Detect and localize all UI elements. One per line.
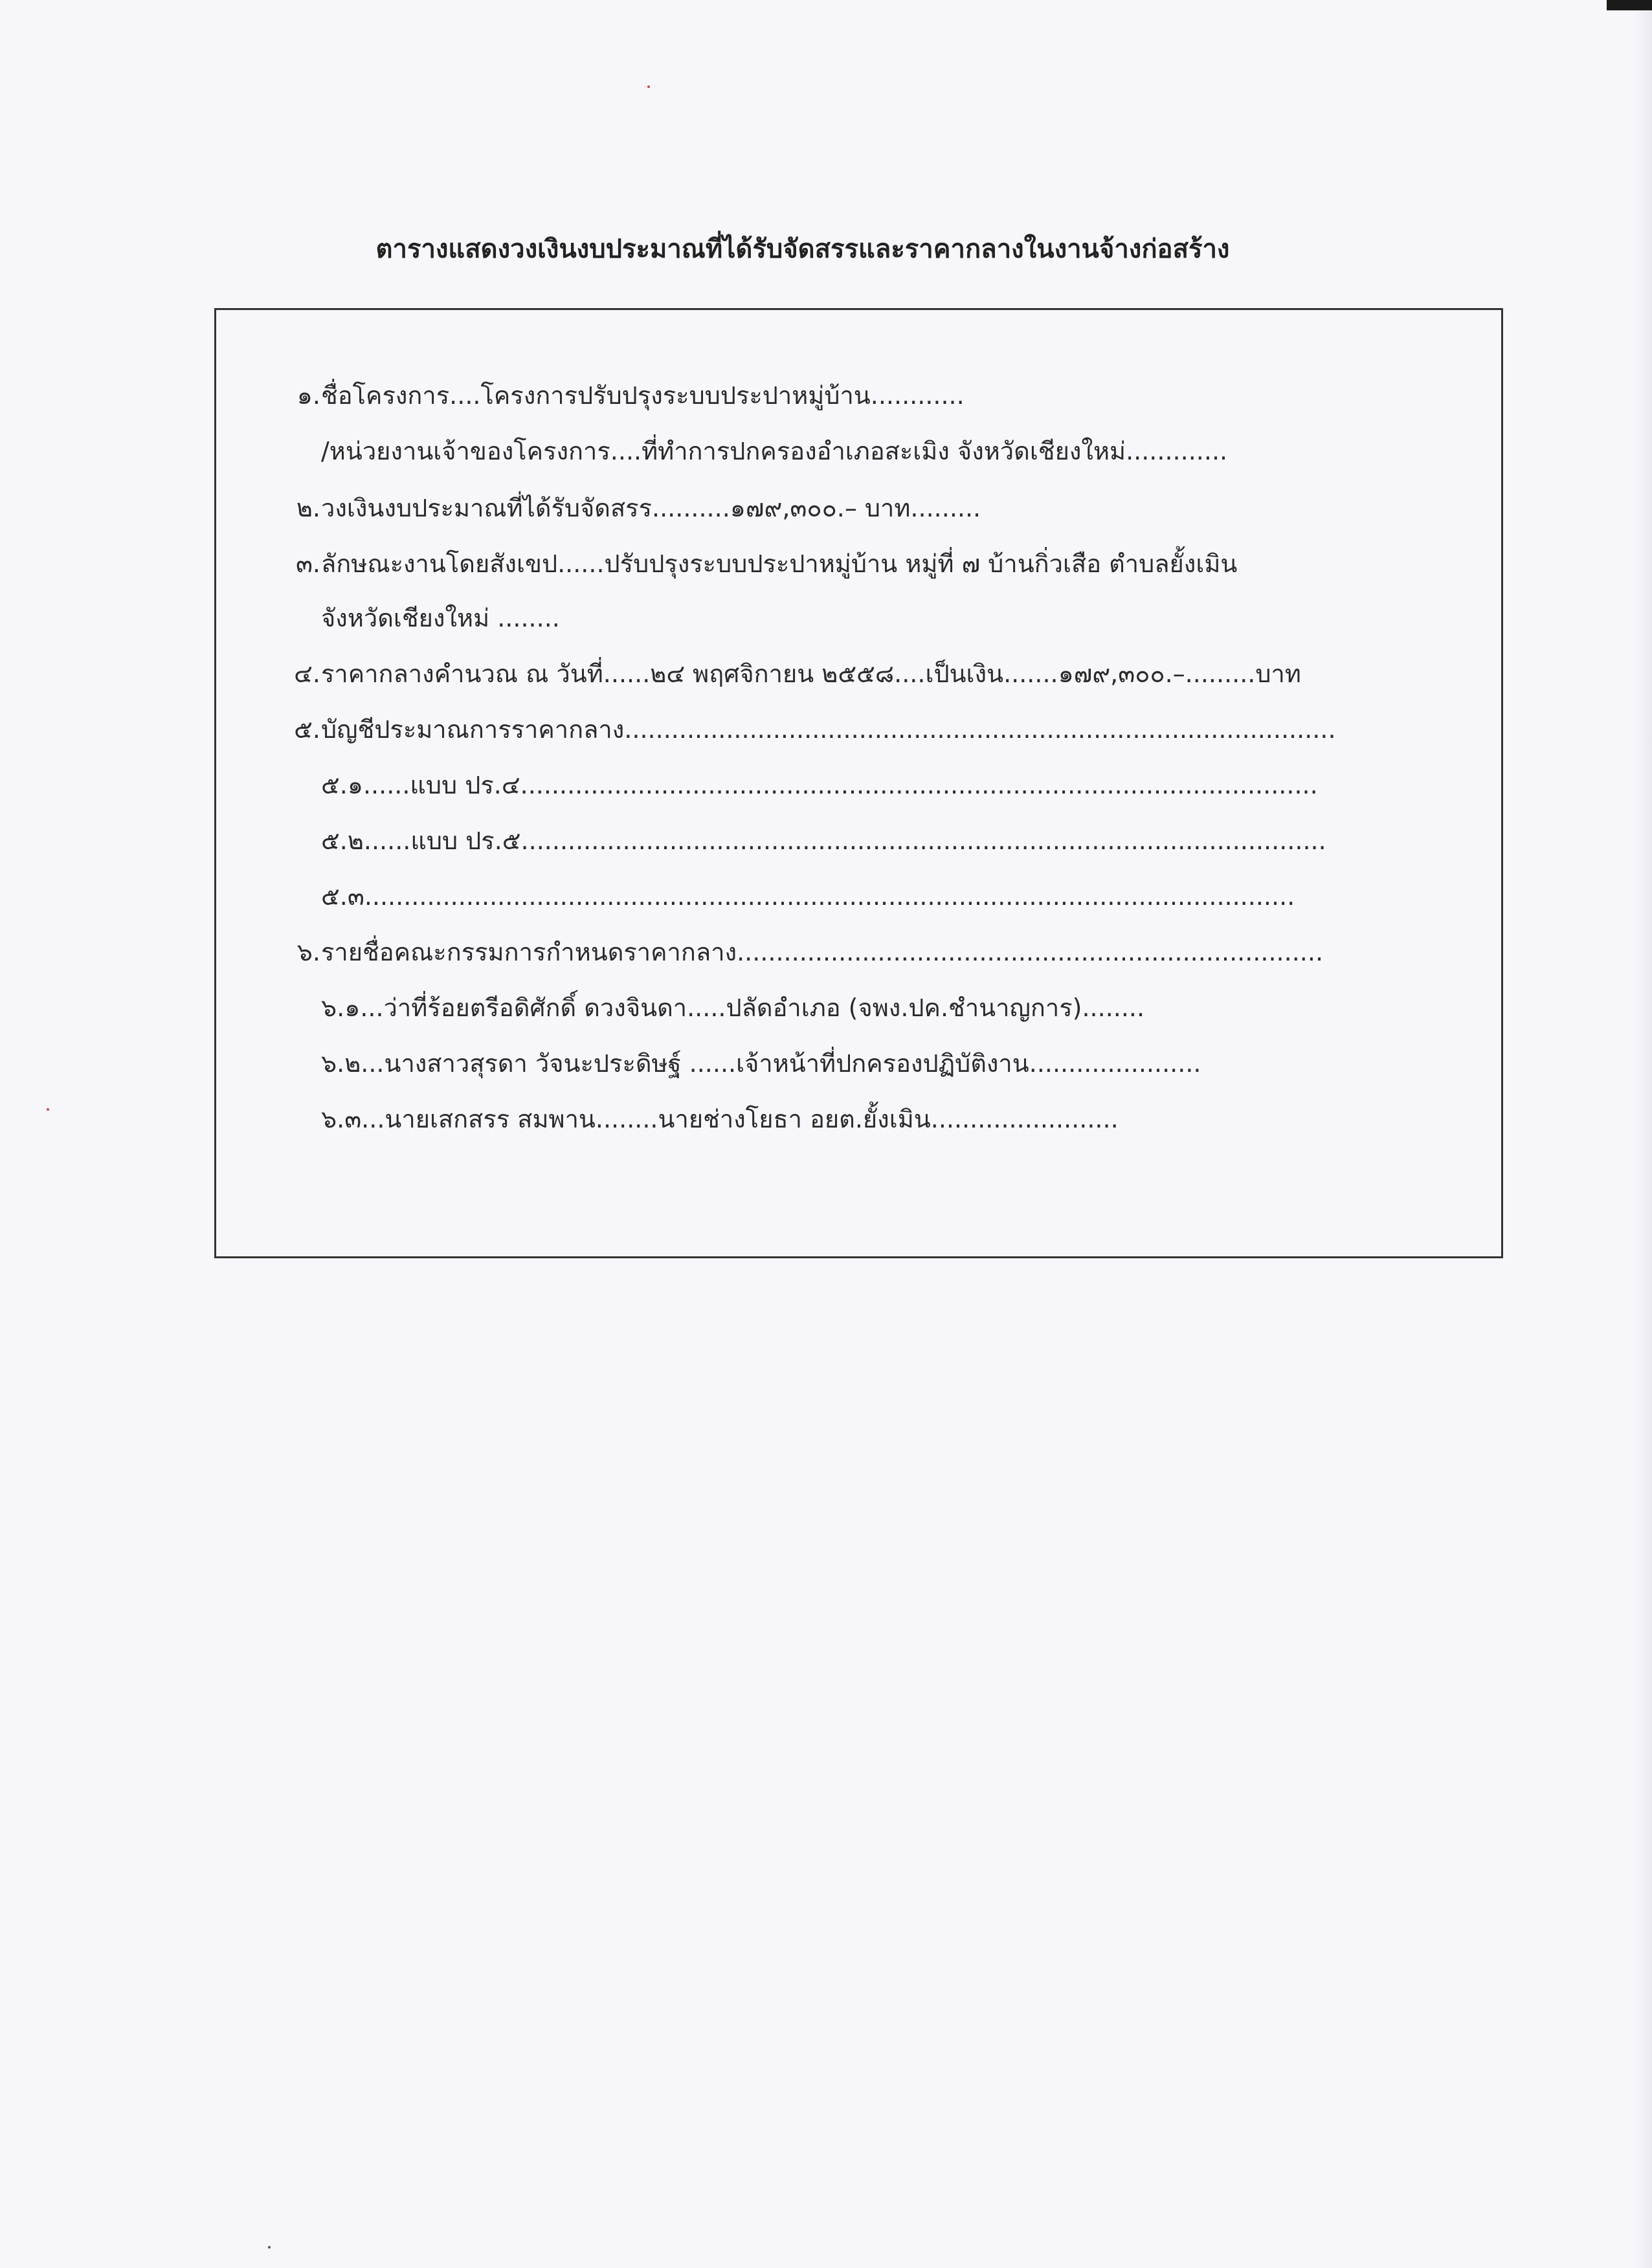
owner-agency-line: /หน่วยงานเจ้าของโครงการ....ที่ทำการปกครองอำเภอสะเมิง จังหวัดเชียงใหม่............. bbox=[321, 437, 1228, 465]
work-description-line: ลักษณะงานโดยสังเขป......ปรับปรุงระบบประปาหมู่บ้าน หมู่ที่ ๗ บ้านกิ่วเสือ ตำบลยั้งเมิน bbox=[321, 550, 1238, 578]
scan-speck bbox=[47, 1108, 49, 1111]
scan-edge-shadow bbox=[1634, 0, 1652, 2268]
project-name-line: ชื่อโครงการ....โครงการปรับปรุงระบบประปาหมู่บ้าน............ bbox=[321, 381, 965, 410]
item-number: ๔. bbox=[294, 660, 320, 688]
scan-corner-mark bbox=[1607, 0, 1652, 10]
document-title: ตารางแสดงวงเงินงบประมาณที่ได้รับจัดสรรและราคากลางในงานจ้างก่อสร้าง bbox=[375, 234, 1230, 264]
committee-line: รายชื่อคณะกรรมการกำหนดราคากลาง........................................................................... bbox=[321, 938, 1324, 966]
scan-speck bbox=[268, 2246, 271, 2249]
item-number: ๕. bbox=[294, 715, 320, 744]
committee-member: ๖.๓...นายเสกสรร สมพาน........นายช่างโยธา อยต.ยั้งเมิน........................ bbox=[321, 1105, 1119, 1133]
committee-member: ๖.๑...ว่าที่ร้อยตรีอดิศักดิ์ ดวงจินดา.....ปลัดอำเภอ (จพง.ปค.ชำนาญการ)........ bbox=[321, 994, 1145, 1022]
item-number: ๑. bbox=[296, 381, 320, 410]
budget-line: วงเงินงบประมาณที่ได้รับจัดสรร..........๑๗๙,๓๐๐.– บาท......... bbox=[321, 494, 981, 522]
scan-speck bbox=[647, 85, 650, 88]
estimate-sub-item: ๕.๓....................................................................................................................... bbox=[321, 882, 1295, 911]
item-number: ๓. bbox=[295, 550, 320, 578]
item-number: ๒. bbox=[296, 494, 320, 522]
estimate-list-line: บัญชีประมาณการราคากลาง........................................................................................... bbox=[321, 715, 1336, 744]
committee-member: ๖.๒...นางสาวสุรดา วัจนะประดิษฐ์ ......เจ้าหน้าที่ปกครองปฏิบัติงาน...................... bbox=[321, 1049, 1201, 1078]
median-price-line: ราคากลางคำนวณ ณ วันที่......๒๔ พฤศจิกายน ๒๕๕๘....เป็นเงิน.......๑๗๙,๓๐๐.–.........บาท bbox=[321, 660, 1301, 688]
estimate-sub-item: ๕.๒......แบบ ปร.๕....................................................................................................... bbox=[321, 827, 1326, 855]
work-description-line-2: จังหวัดเชียงใหม่ ........ bbox=[321, 604, 560, 632]
item-number: ๖. bbox=[296, 938, 320, 966]
estimate-sub-item: ๕.๑......แบบ ปร.๔...................................................................................................... bbox=[321, 771, 1318, 799]
